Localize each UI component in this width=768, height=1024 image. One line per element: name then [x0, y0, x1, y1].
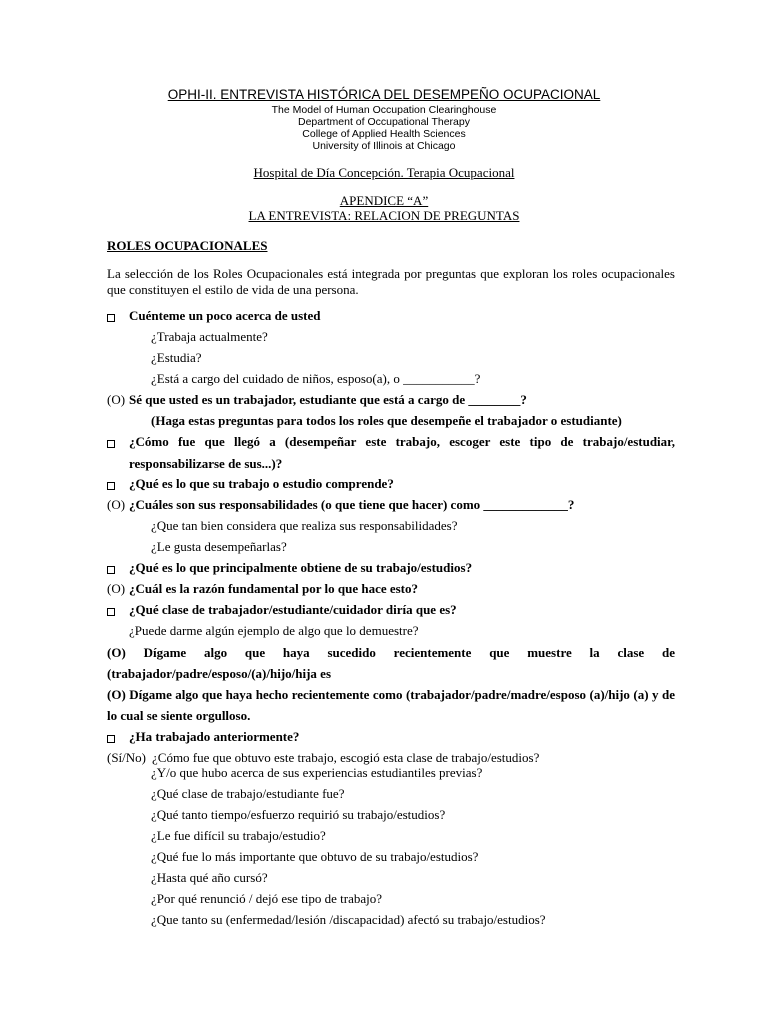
sub-question: ¿Qué fue lo más importante que obtuvo de su trabajo/estudios? [151, 849, 479, 864]
question-main-reason: ¿Cuál es la razón fundamental por lo que hace esto? [129, 581, 419, 596]
sub-question: ¿Que tanto su (enfermedad/lesión /discapacidad) afectó su trabajo/estudios? [151, 912, 546, 927]
sub-question: ¿Que tan bien considera que realiza sus responsabilidades? [151, 518, 458, 533]
sub-question: ¿Cómo fue que obtuvo este trabajo, escogió esta clase de trabajo/estudios? [152, 750, 540, 765]
institution-line-2: Department of Occupational Therapy [298, 116, 470, 128]
question-recent-event-line-2: (trabajador/padre/esposo/(a)/hijo/hija es [107, 666, 332, 681]
instruction-note: (Haga estas preguntas para todos los roles que desempeñe el trabajador o estudiante) [151, 413, 622, 428]
checkbox-icon [107, 566, 115, 574]
appendix-subtitle: LA ENTREVISTA: RELACION DE PREGUNTAS [248, 208, 520, 223]
document-title: OPHI-II. ENTREVISTA HISTÓRICA DEL DESEMPEÑO OCUPACIONAL [167, 87, 601, 102]
question-how-started-line-1: ¿Cómo fue que llegó a (desempeñar este trabajo, escoger este tipo de trabajo/estudiar, [129, 434, 675, 449]
option-prefix: (O) [107, 392, 126, 407]
option-prefix: (Sí/No) [107, 750, 146, 765]
question-what-obtain: ¿Qué es lo que principalmente obtiene de su trabajo/estudios? [129, 560, 473, 575]
checkbox-icon [107, 440, 115, 448]
question-role: Sé que usted es un trabajador, estudiante que está a cargo de ________? [129, 392, 527, 407]
intro-line-1: La selección de los Roles Ocupacionales está integrada por preguntas que exploran los roles ocupacionales [107, 266, 675, 281]
question-how-started-line-2: responsabilizarse de sus...)? [129, 456, 283, 471]
question-work-content: ¿Qué es lo que su trabajo o estudio comprende? [129, 476, 394, 491]
sub-question: ¿Trabaja actualmente? [151, 329, 268, 344]
sub-question: ¿Le fue difícil su trabajo/estudio? [151, 828, 326, 843]
institution-line-1: The Model of Human Occupation Clearinghouse [271, 104, 497, 116]
question-what-kind: ¿Qué clase de trabajador/estudiante/cuidador diría que es? [129, 602, 457, 617]
sub-question: ¿Está a cargo del cuidado de niños, esposo(a), o ___________? [151, 371, 481, 386]
appendix-label: APENDICE “A” [339, 193, 429, 208]
sub-question: ¿Puede darme algún ejemplo de algo que lo demuestre? [129, 623, 419, 638]
sub-question: ¿Le gusta desempeñarlas? [151, 539, 287, 554]
question-responsibilities: ¿Cuáles son sus responsabilidades (o que tiene que hacer) como _____________? [129, 497, 575, 512]
sub-question: ¿Hasta qué año cursó? [151, 870, 268, 885]
checkbox-icon [107, 735, 115, 743]
checkbox-icon [107, 482, 115, 490]
question-proud-line-2: lo cual se siente orgulloso. [107, 708, 251, 723]
institution-line-3: College of Applied Health Sciences [302, 128, 466, 140]
institution-line-4: University of Illinois at Chicago [312, 140, 456, 152]
option-prefix: (O) [107, 497, 126, 512]
section-heading: ROLES OCUPACIONALES [107, 238, 268, 253]
question-recent-event-line-1: (O) Dígame algo que haya sucedido recientemente que muestre la clase de [107, 645, 675, 660]
intro-line-2: que constituyen el estilo de vida de una persona. [107, 282, 359, 297]
question-worked-before: ¿Ha trabajado anteriormente? [129, 729, 300, 744]
hospital-line: Hospital de Día Concepción. Terapia Ocupacional [253, 165, 515, 180]
option-prefix: (O) [107, 581, 126, 596]
question-tell-me-about-you: Cuénteme un poco acerca de usted [129, 308, 321, 323]
sub-question: ¿Por qué renunció / dejó ese tipo de trabajo? [151, 891, 383, 906]
sub-question: ¿Qué tanto tiempo/esfuerzo requirió su trabajo/estudios? [151, 807, 446, 822]
sub-question: ¿Estudia? [151, 350, 202, 365]
checkbox-icon [107, 314, 115, 322]
checkbox-icon [107, 608, 115, 616]
sub-question: ¿Qué clase de trabajo/estudiante fue? [151, 786, 345, 801]
question-proud-line-1: (O) Dígame algo que haya hecho recientemente como (trabajador/padre/madre/esposo (a)/hijo (a) y de [107, 687, 675, 702]
sub-question: ¿Y/o que hubo acerca de sus experiencias estudiantiles previas? [151, 765, 483, 780]
